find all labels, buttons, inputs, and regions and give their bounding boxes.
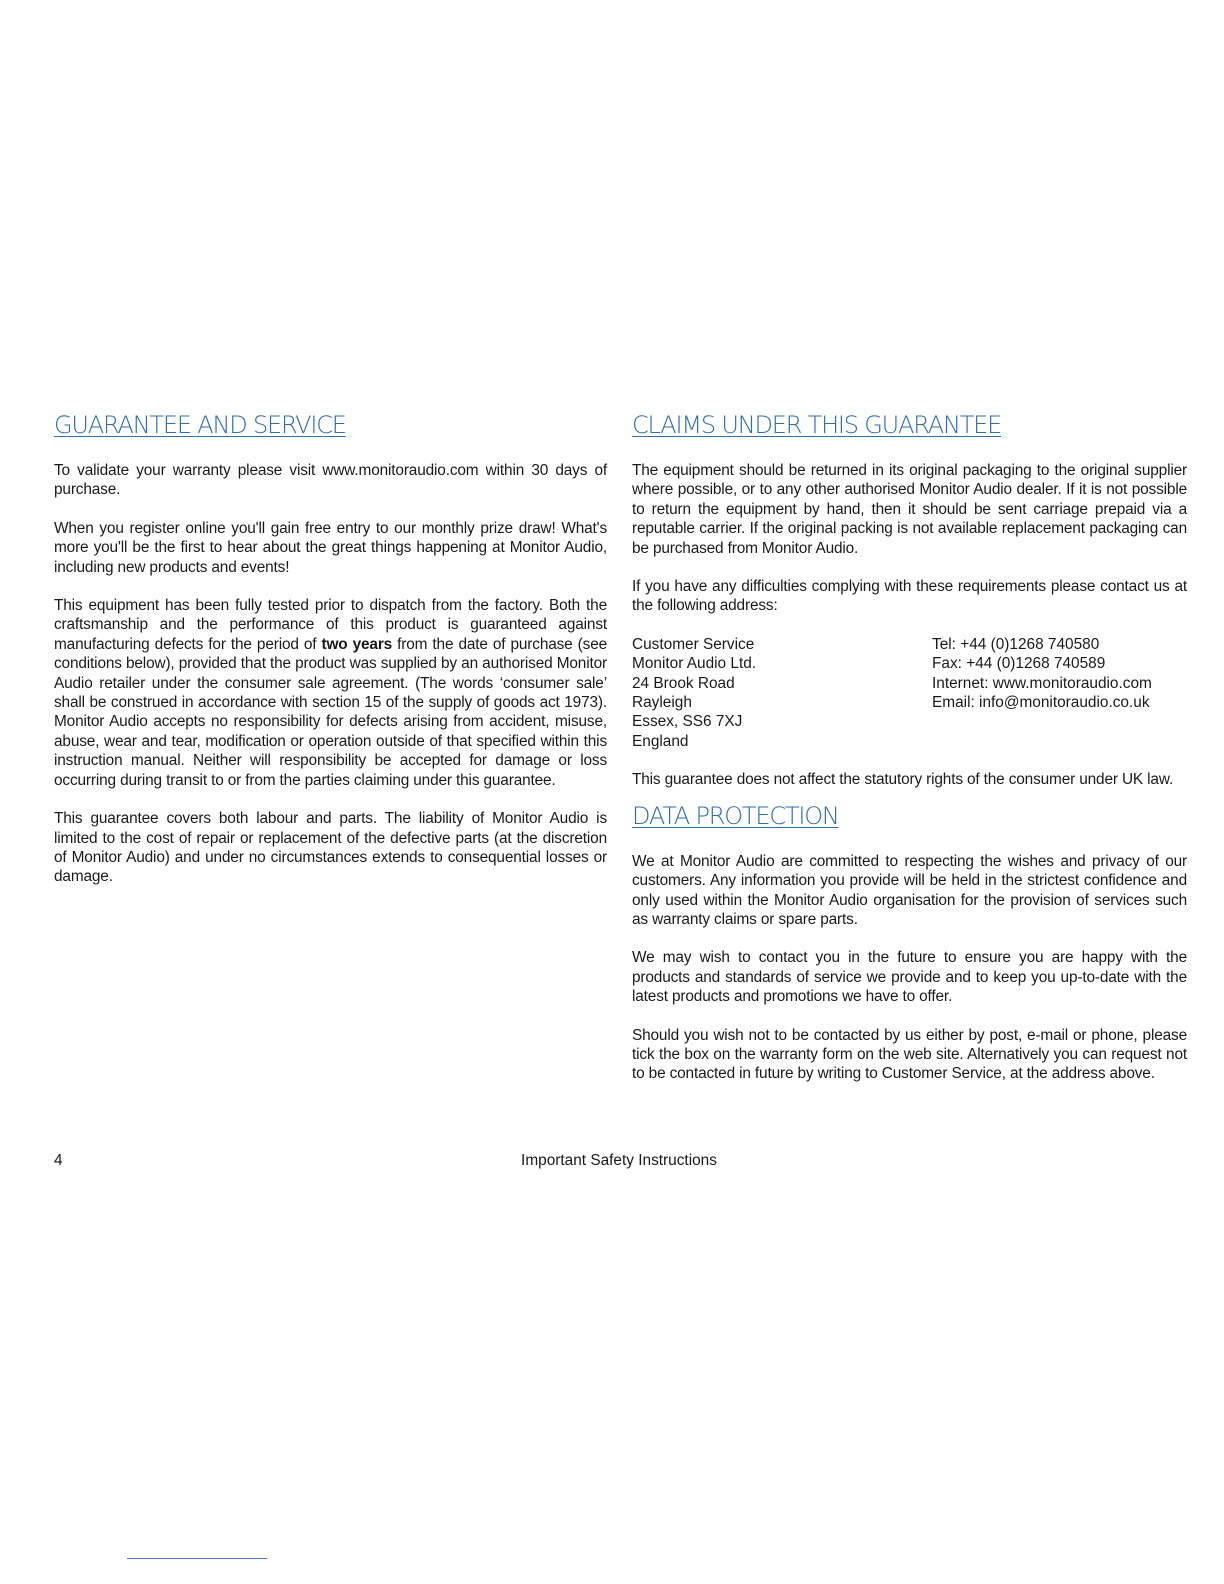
address-line: Essex, SS6 7XJ xyxy=(632,713,743,731)
future-contact-paragraph: We may wish to contact you in the future to ensure you are happy with the products and standards of service we provide and to keep you up-to-date with the latest products and promotions we have to offer. xyxy=(632,949,1187,1006)
data-protection-heading: DATA PROTECTION xyxy=(632,801,839,830)
contact-difficulties-paragraph: If you have any difficulties complying with these requirements please contact us at the following address: xyxy=(632,578,1187,615)
equipment-tested-paragraph xyxy=(54,596,607,790)
left-column xyxy=(54,410,607,906)
footer-title: Important Safety Instructions xyxy=(521,1152,717,1169)
telephone: Tel: +44 (0)1268 740580 xyxy=(932,635,1100,653)
address-line: Customer Service xyxy=(632,635,755,653)
warranty-validation-paragraph: To validate your warranty please visit www.monitoraudio.com within 30 days of purchase. xyxy=(54,462,607,499)
scan-edge-line xyxy=(127,1558,267,1559)
guarantee-period: two years xyxy=(321,635,393,653)
address-line: Rayleigh xyxy=(632,694,692,712)
equipment-tested-text-end: from the date of purchase (see conditions below), provided that the product was supplied by an authorised Monitor Audio retailer under the consumer sale agreement. (The words ‘consumer sale’ shall be construed in accordance with section 15 of the supply of goods act 1973). Monitor Audio accepts no responsibility for defects arising from accident, misuse, abuse, wear and tear, modification or operation outside of that specified within this instruction manual. Neither will responsibility be accepted for damage or loss occurring during transit to or from the parties claiming under this guarantee. xyxy=(54,635,608,789)
fax: Fax: +44 (0)1268 740589 xyxy=(932,655,1106,673)
address-block xyxy=(632,635,1187,751)
register-online-paragraph: When you register online you'll gain free entry to our monthly prize draw! What's more you'll be the first to hear about the great things happening at Monitor Audio, including new products and events! xyxy=(54,519,607,576)
website: Internet: www.monitoraudio.com xyxy=(932,674,1152,692)
contact-details xyxy=(932,635,1187,751)
claims-heading: CLAIMS UNDER THIS GUARANTEE xyxy=(632,411,1002,439)
address-line: England xyxy=(632,732,689,750)
statutory-rights-paragraph: This guarantee does not affect the statutory rights of the consumer under UK law. xyxy=(632,771,1174,789)
right-column xyxy=(632,410,1187,1103)
postal-address xyxy=(632,635,932,751)
opt-out-paragraph: Should you wish not to be contacted by us either by post, e-mail or phone, please tick the box on the warranty form on the web site. Alternatively you can request not to be contacted in future by writing to Customer Service, at the address above. xyxy=(632,1026,1187,1083)
privacy-commitment-paragraph: We at Monitor Audio are committed to respecting the wishes and privacy of our customers. Any information you provide will be held in the strictest confidence and only used within the Monitor Audio organisation for the provision of services such as warranty claims or spare parts. xyxy=(632,852,1187,928)
return-equipment-paragraph: The equipment should be returned in its original packaging to the original supplier where possible, or to any other authorised Monitor Audio dealer. If it is not possible to return the equipment by hand, then it should be sent carriage prepaid via a reputable carrier. If the original packing is not available replacement packaging can be purchased from Monitor Audio. xyxy=(632,462,1187,557)
coverage-paragraph: This guarantee covers both labour and parts. The liability of Monitor Audio is limited to the cost of repair or replacement of the defective parts (at the discretion of Monitor Audio) and under no circumstances extends to consequential losses or damage. xyxy=(54,810,607,886)
guarantee-heading: GUARANTEE AND SERVICE xyxy=(54,411,346,439)
page-number: 4 xyxy=(54,1152,63,1169)
address-line: Monitor Audio Ltd. xyxy=(632,655,757,673)
equipment-tested-text-start: This equipment has been fully tested prior to dispatch from the factory. Both the craftsmanship and the performance of this product is guaranteed against manufacturing defects for the period of xyxy=(54,597,607,653)
address-line: 24 Brook Road xyxy=(632,674,735,692)
email: Email: info@monitoraudio.co.uk xyxy=(932,694,1150,712)
